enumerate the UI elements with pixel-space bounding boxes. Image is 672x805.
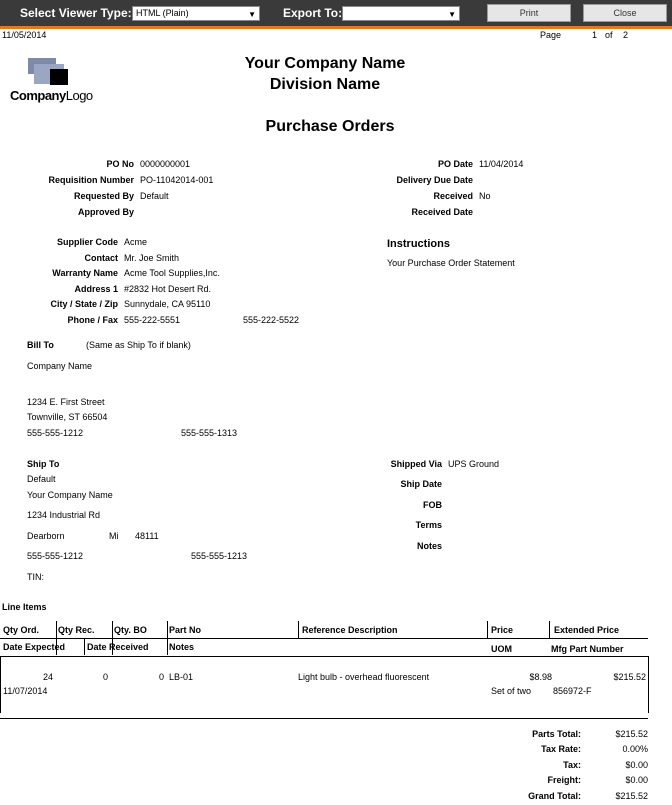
viewer-toolbar (0, 0, 672, 29)
received-value: No (479, 191, 491, 201)
row-description: Light bulb - overhead fluorescent (298, 672, 430, 682)
close-button[interactable]: Close (583, 4, 667, 22)
received-date-label: Received Date (411, 207, 473, 217)
city-state-zip-label: City / State / Zip (50, 299, 118, 309)
page-label: Page (540, 30, 562, 40)
requisition-value: PO-11042014-001 (140, 175, 214, 185)
grand-total-value: $215.52 (615, 791, 648, 801)
po-no-value: 0000000001 (140, 159, 191, 169)
company-name: Your Company Name (244, 55, 406, 72)
city-state-zip-value: Sunnydale, CA 95110 (124, 299, 211, 309)
row-part-no: LB-01 (169, 672, 194, 682)
delivery-due-label: Delivery Due Date (396, 175, 473, 185)
supplier-code-label: Supplier Code (56, 237, 118, 247)
chevron-down-icon: ▼ (448, 10, 456, 19)
po-date-label: PO Date (437, 159, 473, 169)
row-price: $8.98 (529, 672, 552, 682)
bill-to-note: (Same as Ship To if blank) (86, 340, 191, 350)
phone-fax-label: Phone / Fax (67, 315, 118, 325)
instructions-title: Instructions (387, 238, 450, 250)
report-date: 11/05/2014 (2, 30, 47, 40)
contact-value: Mr. Joe Smith (124, 253, 180, 263)
ship-to-name: Your Company Name (27, 490, 113, 500)
chevron-down-icon: ▼ (248, 10, 256, 19)
print-button[interactable]: Print (487, 4, 571, 22)
logo-text-company: Company (10, 88, 66, 103)
ship-to-zip: 48111 (135, 531, 159, 541)
ship-to-state: Mi (109, 531, 119, 541)
approved-by-label: Approved By (77, 207, 134, 217)
export-to-label: Export To: (283, 6, 343, 20)
po-date-value: 11/04/2014 (479, 159, 524, 169)
row-qty-ord: 24 (42, 672, 53, 682)
address-value: #2832 Hot Desert Rd. (124, 284, 212, 294)
col-date-received: Date Received (87, 642, 149, 652)
page-number: 1 (592, 30, 598, 40)
bill-to-label: Bill To (27, 340, 54, 350)
col-ext-price: Extended Price (554, 625, 620, 635)
logo-text-logo: Logo (65, 88, 93, 103)
viewer-type-label: Select Viewer Type: (20, 6, 132, 20)
shipped-via-label: Shipped Via (390, 459, 442, 469)
bill-to-city: Townville, ST 66504 (27, 412, 108, 422)
row-mfg-part: 856972-F (553, 686, 592, 696)
col-notes: Notes (169, 642, 195, 652)
col-qty-bo: Qty. BO (114, 625, 147, 635)
col-part-no: Part No (169, 625, 202, 635)
address-label: Address 1 (74, 284, 118, 294)
notes-label: Notes (416, 541, 442, 551)
col-uom: UOM (491, 644, 512, 654)
ship-date-label: Ship Date (400, 479, 442, 489)
ship-to-phone: 555-555-1212 (27, 551, 84, 561)
tax-rate-value: 0.00% (622, 744, 648, 754)
col-mfg-part: Mfg Part Number (551, 644, 624, 654)
tin-label: TIN: (27, 572, 44, 582)
received-label: Received (433, 191, 473, 201)
bill-to-street: 1234 E. First Street (27, 397, 105, 407)
viewer-type-select[interactable] (132, 6, 260, 21)
parts-total-value: $215.52 (615, 729, 648, 739)
supplier-code-value: Acme (124, 237, 148, 247)
ship-to-street: 1234 Industrial Rd (27, 510, 101, 520)
line-items-title: Line Items (2, 602, 47, 612)
contact-label: Contact (84, 253, 118, 263)
freight-label: Freight: (547, 775, 581, 785)
ship-to-city: Dearborn (27, 531, 65, 541)
bill-to-phone: 555-555-1212 (27, 428, 84, 438)
row-date-expected: 11/07/2014 (3, 686, 48, 696)
col-price: Price (491, 625, 514, 635)
shipped-via-value: UPS Ground (448, 459, 500, 469)
page-total: 2 (623, 30, 629, 40)
tax-value: $0.00 (625, 760, 648, 770)
row-qty-bo: 0 (158, 672, 164, 682)
ship-to-label: Ship To (27, 459, 60, 469)
col-qty-rec: Qty Rec. (58, 625, 95, 635)
tax-rate-label: Tax Rate: (541, 744, 581, 754)
col-date-expected: Date Expected (3, 642, 66, 652)
ship-to-fax: 555-555-1213 (191, 551, 248, 561)
bill-to-name: Company Name (27, 361, 93, 371)
instructions-text: Your Purchase Order Statement (387, 258, 515, 268)
warranty-name-label: Warranty Name (52, 268, 118, 278)
requested-by-label: Requested By (73, 191, 134, 201)
ship-to-line1: Default (27, 474, 56, 484)
terms-label: Terms (415, 520, 442, 530)
grand-total-label: Grand Total: (528, 791, 581, 801)
freight-value: $0.00 (625, 775, 648, 785)
col-ref-desc: Reference Description (302, 625, 398, 635)
requested-by-value: Default (140, 191, 169, 201)
warranty-name-value: Acme Tool Supplies,Inc. (124, 268, 220, 278)
supplier-fax: 555-222-5522 (243, 315, 300, 325)
requisition-label: Requisition Number (48, 175, 134, 185)
row-ext-price: $215.52 (613, 672, 646, 682)
bill-to-fax: 555-555-1313 (181, 428, 238, 438)
row-qty-rec: 0 (102, 672, 108, 682)
row-uom: Set of two (491, 686, 532, 696)
division-name: Division Name (269, 76, 381, 93)
tax-label: Tax: (563, 760, 581, 770)
col-qty-ord: Qty Ord. (3, 625, 40, 635)
supplier-phone: 555-222-5551 (124, 315, 181, 325)
export-to-select[interactable] (342, 6, 460, 21)
page-of-label: of (605, 30, 613, 40)
fob-label: FOB (423, 500, 442, 510)
parts-total-label: Parts Total: (532, 729, 581, 739)
po-no-label: PO No (106, 159, 134, 169)
viewer-type-value: HTML (Plain) (136, 8, 189, 18)
report-title: Purchase Orders (265, 118, 395, 135)
